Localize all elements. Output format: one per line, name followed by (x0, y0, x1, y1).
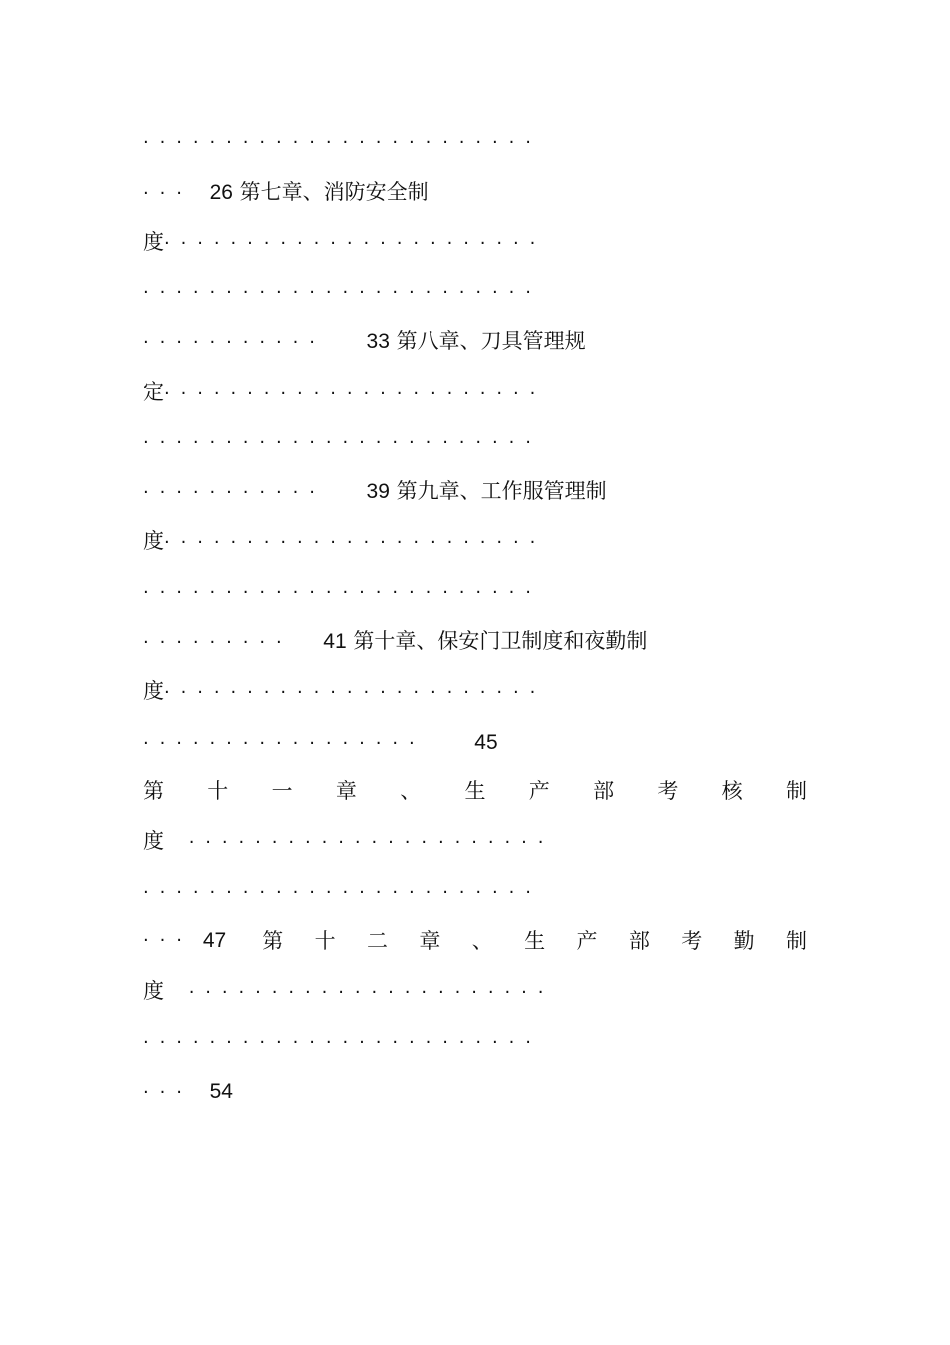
title-char: 章 (419, 929, 441, 953)
leader-dots: ················· (143, 733, 426, 754)
leader-dots: ··· (143, 930, 193, 951)
title-char: 部 (593, 779, 615, 803)
leader-dots: ··· (143, 183, 193, 204)
toc-line-17 (143, 926, 807, 956)
title-char: 产 (576, 929, 598, 953)
leader-dots: ························ (143, 132, 542, 153)
title-char: 产 (528, 779, 550, 803)
toc-line-16 (143, 876, 542, 906)
leader-dots: ······················ (188, 982, 555, 1003)
toc-line-5 (143, 326, 586, 356)
toc-line-19 (143, 1026, 542, 1056)
leader-dots: ······················· (164, 682, 547, 703)
leader-dots: ························ (143, 1032, 542, 1053)
title-char: 考 (657, 779, 679, 803)
leader-dots: ······················· (164, 233, 547, 254)
title-char: 十 (314, 929, 336, 953)
page-number: 33 (366, 330, 390, 353)
page-number: 39 (366, 480, 390, 503)
toc-line-18 (143, 976, 554, 1006)
toc-line-2 (143, 177, 429, 207)
toc-line-10 (143, 576, 542, 606)
page-number: 41 (323, 630, 347, 653)
leader-dots: ··· (143, 1082, 193, 1103)
toc-line-20 (143, 1076, 233, 1106)
toc-line-7 (143, 426, 542, 456)
chapter-title-cont: 定 (143, 380, 164, 404)
toc-line-12 (143, 676, 546, 706)
chapter-title-cont: 度 (143, 529, 164, 553)
title-char: 、 (471, 929, 493, 953)
title-char: 一 (271, 779, 293, 803)
leader-dots: ··········· (143, 482, 326, 503)
title-char: 部 (628, 929, 650, 953)
leader-dots: ··········· (143, 332, 326, 353)
leader-dots: ········· (143, 632, 293, 653)
leader-dots: ························ (143, 882, 542, 903)
chapter-12-title (262, 926, 807, 956)
toc-line-1 (143, 126, 542, 156)
title-char: 核 (721, 779, 743, 803)
toc-line-13 (143, 727, 498, 757)
title-char: 考 (681, 929, 703, 953)
title-char: 制 (785, 929, 807, 953)
leader-dots: ························ (143, 432, 542, 453)
leader-dots: ······················· (164, 532, 547, 553)
toc-line-15 (143, 826, 554, 856)
chapter-title: 第十章、保安门卫制度和夜勤制 (353, 629, 648, 653)
toc-line-4 (143, 276, 542, 306)
title-char: 制 (785, 779, 807, 803)
title-char: 生 (524, 929, 546, 953)
chapter-title: 第八章、刀具管理规 (396, 329, 586, 353)
leader-dots: ······················· (164, 383, 547, 404)
chapter-title-cont: 度 (143, 230, 164, 254)
page-number: 54 (209, 1080, 233, 1103)
title-char: 第 (143, 779, 164, 803)
page-number: 26 (209, 181, 233, 204)
chapter-title: 第九章、工作服管理制 (396, 479, 607, 503)
chapter-title: 第七章、消防安全制 (239, 180, 429, 204)
title-char: 第 (262, 929, 284, 953)
toc-line-8 (143, 476, 607, 506)
leader-dots: ······················ (188, 832, 555, 853)
title-char: 勤 (733, 929, 755, 953)
chapter-title-cont: 度 (143, 679, 164, 703)
toc-line-6 (143, 377, 546, 407)
title-char: 十 (207, 779, 229, 803)
chapter-title-cont: 度 (143, 829, 164, 853)
title-char: 生 (464, 779, 486, 803)
leader-dots: ························ (143, 282, 542, 303)
toc-line-11 (143, 626, 647, 656)
title-char: 二 (366, 929, 388, 953)
toc-line-3 (143, 227, 546, 257)
page-number: 47 (202, 929, 227, 952)
title-char: 章 (335, 779, 357, 803)
chapter-title-cont: 度 (143, 979, 164, 1003)
toc-line-9 (143, 526, 546, 556)
chapter-11-title (143, 776, 807, 806)
leader-dots: ························ (143, 582, 542, 603)
page-number: 45 (474, 731, 498, 754)
title-char: 、 (400, 779, 422, 803)
